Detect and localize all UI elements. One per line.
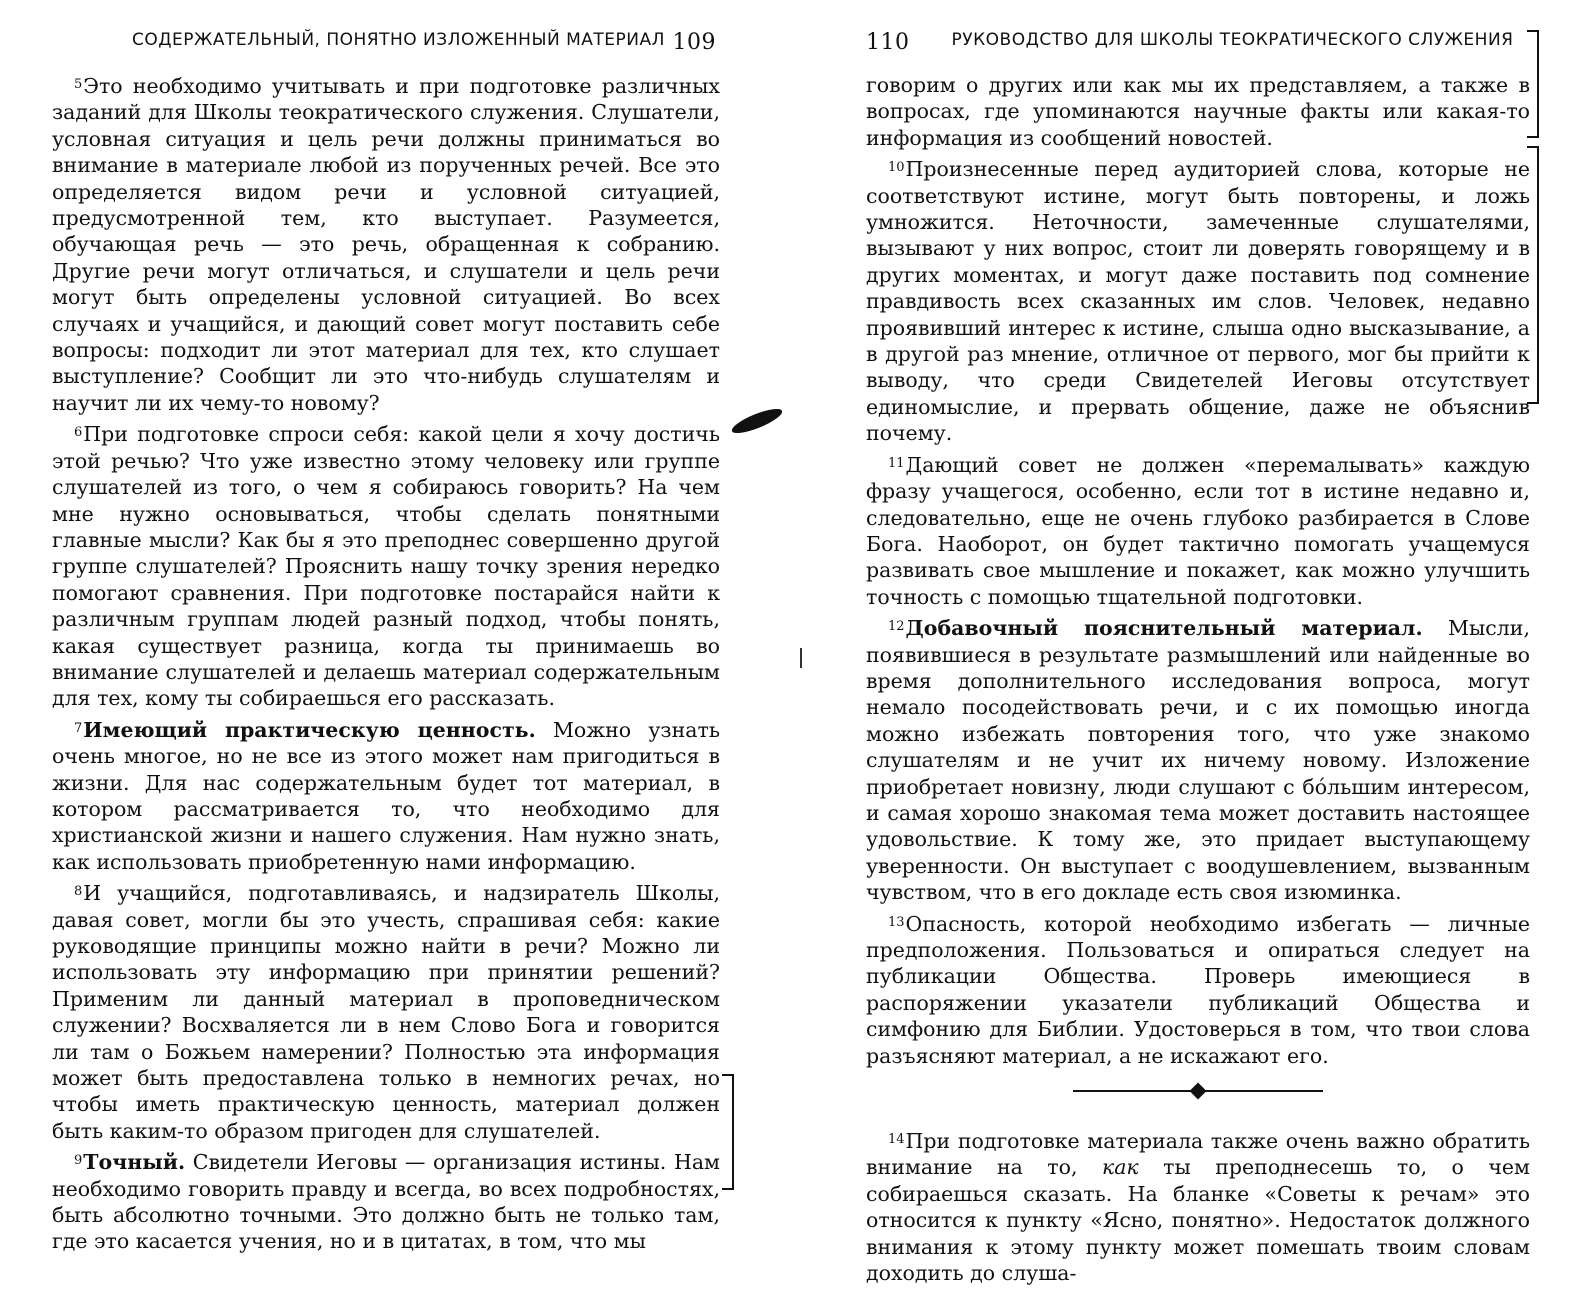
paragraph-number: 5: [74, 77, 83, 92]
subheading: Добавочный пояснительный материал.: [905, 616, 1423, 641]
paragraph-number: 9: [74, 1153, 83, 1169]
paragraph-5: [52, 72, 720, 416]
emphasis: как: [1101, 1155, 1139, 1180]
paragraph-12: [866, 614, 1530, 905]
paragraph-text: При подготовке спроси себя: какой цели я хочу достичь этой речью? Что уже известно этому человеку или группе слушателей из того, о чем я собираюсь говорить? На чем мне нужно основываться, чтобы сделать понятными главные мысли? Как бы я это преподнес совершенно другой группе слушателей? Прояснить нашу точку зрения нередко помогают сравнения. При подготовке постарайся найти к различным группам людей разный подход, чтобы понять, какая существует разница, когда ты принимаешь во внимание слушателей и делаешь материал содержательным для тех, кому ты собираешься его рассказать.: [52, 422, 720, 711]
running-title: СОДЕРЖАТЕЛЬНЫЙ, ПОНЯТНО ИЗЛОЖЕННЫЙ МАТЕРИАЛ: [132, 30, 665, 50]
right-page-header: [866, 30, 1514, 64]
paragraph-text: Свидетели Иеговы — организация истины. Нам необходимо говорить правду и всегда, во всех подробностях, быть абсолютно точными. Это должно быть не только там, где это касается учения, но и в цитатах, в том, что мы: [52, 1150, 720, 1254]
paragraph-number: 11: [888, 455, 905, 471]
subheading: Имеющий практическую ценность.: [83, 717, 536, 742]
right-page: [790, 0, 1578, 1286]
paragraph-9: [52, 1148, 720, 1255]
paragraph-text: Можно узнать очень многое, но не все из этого может нам пригодиться в жизни. Для нас содержательным будет тот материал, в котором рассматривается то, что необходимо для христианской жизни и нашего служения. Нам нужно знать, как использовать приобретенную нами информацию.: [52, 717, 720, 874]
pen-mark: [729, 404, 784, 437]
section-divider: [866, 1079, 1530, 1103]
divider-ornament-icon: [1190, 1083, 1207, 1100]
left-page: [0, 0, 780, 1254]
paragraph-7: [52, 716, 720, 875]
paragraph-13: [866, 910, 1530, 1069]
paragraph-text: При подготовке материала также очень важно обратить внимание на то,: [866, 1129, 1530, 1180]
continuation-paragraph: говорим о других или как мы их представляем, а также в вопросах, где упоминаются научные факты или какая-то информация из сообщений новостей.: [866, 73, 1530, 150]
paragraph-10: [866, 155, 1530, 446]
right-page-body: [866, 72, 1530, 1290]
paragraph-number: 14: [888, 1132, 905, 1148]
paragraph-text: И учащийся, подготавливаясь, и надзиратель Школы, давая совет, могли бы это учесть, спрашивая себя: какие руководящие принципы можно найти в речи? Можно ли использовать эту информацию при принятии решений? Применим ли данный материал в проповедническом служении? Восхваляется ли в нем Слово Бога и говорится ли там о Божьем намерении? Полностью эта информация может быть предоставлена только в немногих речах, но чтобы иметь практическую ценность, материал должен быть каким-то образом пригоден для слушателей.: [52, 881, 720, 1143]
page-number: 109: [672, 30, 716, 55]
paragraph-11: [866, 451, 1530, 610]
paragraph-number: 8: [74, 884, 83, 900]
paragraph-text: Мысли, появившиеся в результате размышлений или найденные во время дополнительного исследования вопроса, могут немало посодействовать речи, и с их помощью иногда можно избежать повторения того, что уже знакомо слушателям и не учит их ничему новому. Изложение приобретает новизну, люди слушают с бóльшим интересом, и самая хорошо знакомая тема может доставить настоящее удовольствие. К тому же, это придает выступающему уверенности. Он выступает с воодушевлением, вызванным чувством, что в его докладе есть своя изюминка.: [866, 616, 1530, 905]
divider-line: [1073, 1090, 1323, 1092]
subheading: Точный.: [83, 1150, 186, 1175]
paragraph-number: 6: [74, 425, 83, 441]
margin-tick: [800, 648, 802, 668]
paragraph-8: [52, 879, 720, 1144]
paragraph-number: 10: [888, 160, 905, 176]
left-page-body: [52, 72, 720, 1259]
left-page-header: [132, 30, 716, 64]
paragraph-text: Дающий совет не должен «перемалывать» каждую фразу учащегося, особенно, если тот в истине недавно и, следовательно, еще не очень глубоко разбирается в Слове Бога. Наоборот, он будет тактично помогать учащемуся развивать свое мышление и покажет, как можно улучшить точность с помощью тщательной подготовки.: [866, 452, 1530, 609]
paragraph-number: 12: [888, 619, 905, 635]
paragraph-text-end: ты преподнесешь то, о чем собираешься сказать. На бланке «Советы к речам» это относится к пункту «Ясно, понятно». Недостаток должного внимания к этому пункту может помешать твоим словам доходить до слуша-: [866, 1155, 1530, 1286]
paragraph-text: Это необходимо учитывать и при подготовке различных заданий для Школы теократического служения. Слушатели, условная ситуация и цель речи должны приниматься во внимание в материале любой из порученных речей. Все это определяется видом речи и условной ситуацией, предусмотренной тем, кто выступает. Разумеется, обучающая речь — это речь, обращенная к собранию. Другие речи могут отличаться, и слушатели и цель речи могут быть определены условной ситуацией. Во всех случаях и учащийся, и дающий совет могут поставить себе вопросы: подходит ли этот материал для тех, кто слушает выступление? Сообщит ли это что-нибудь слушателям и научит ли их чему-то новому?: [52, 74, 720, 415]
margin-bracket: [1527, 146, 1539, 404]
running-title: РУКОВОДСТВО ДЛЯ ШКОЛЫ ТЕОКРАТИЧЕСКОГО СЛУЖЕНИЯ: [951, 30, 1514, 50]
page-number: 110: [866, 30, 910, 55]
paragraph-text: Произнесенные перед аудиторией слова, которые не соответствуют истине, могут быть повторены, и ложь умножится. Неточности, замеченные слушателями, вызывают у них вопрос, стоит ли доверять говорящему и в других моментах, и могут даже поставить под сомнение правдивость всех сказанных им слов. Человек, недавно проявивший интерес к истине, слыша одно высказывание, а в другой раз мнение, отличное от первого, мог бы прийти к выводу, что среди Свидетелей Иеговы отсутствует единомыслие, и прервать общение, даже не объяснив почему.: [866, 157, 1530, 446]
margin-bracket: [1527, 30, 1539, 138]
margin-bracket: [722, 1074, 734, 1190]
paragraph-6: [52, 420, 720, 711]
paragraph-text: Опасность, которой необходимо избегать — личные предположения. Пользоваться и опираться следует на публикации Общества. Проверь имеющиеся в распоряжении указатели публикаций Общества и симфонию для Библии. Удостоверься в том, что твои слова разъясняют материал, а не искажают его.: [866, 911, 1530, 1068]
paragraph-number: 7: [74, 720, 83, 736]
paragraph-number: 13: [888, 914, 905, 930]
paragraph-14: [866, 1127, 1530, 1286]
